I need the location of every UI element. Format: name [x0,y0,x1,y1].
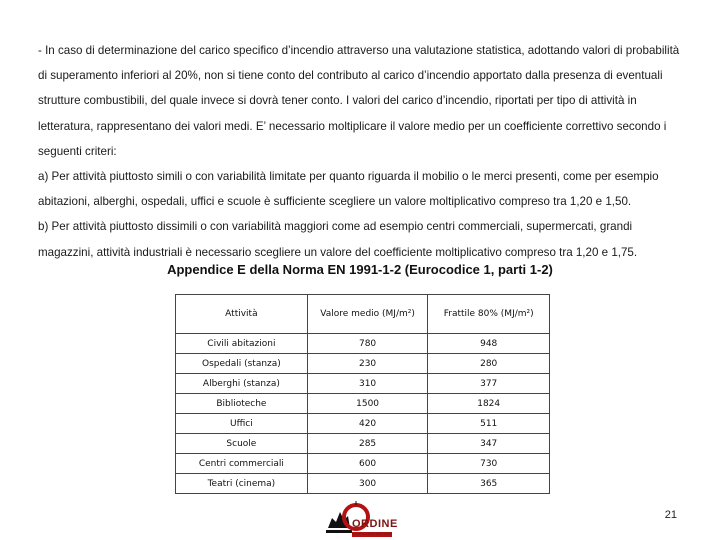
cell-percentile: 377 [428,374,550,394]
cell-mean: 600 [307,454,428,474]
table-row [176,354,550,374]
cell-activity: Centri commerciali [176,454,308,474]
logo-subtext: INGEGNERI MATERA [352,531,392,536]
table-row [176,414,550,434]
logo-text: ORDINE [352,518,398,530]
cell-activity: Scuole [176,434,308,454]
table-row [176,374,550,394]
cell-mean: 310 [307,374,428,394]
cell-mean: 1500 [307,394,428,414]
cell-mean: 780 [307,334,428,354]
paragraph-intro: - In caso di determinazione del carico specifico d’incendio attraverso una valutazione statistica, adottando valori di probabilità di superamento inferiori al 20%, non si tiene conto del contributo al carico d’incendio apportato dalla presenza di eventuali strutture combustibili, del quale invece si dovrà tener conto. I valori del carico d’incendio, riportati per tipo di attività in letteratura, rappresentano dei valori medi. E’ necessario moltiplicare il valore medio per un coefficiente correttivo secondo i seguenti criteri: [38,44,680,158]
body-text [38,38,688,265]
cell-percentile: 948 [428,334,550,354]
paragraph-criterion-b: b) Per attività piuttosto dissimili o con variabilità maggiori come ad esempio centri commerciali, supermercati, grandi magazzini, attività industriali è necessario scegliere un valore del coefficiente moltiplicativo compreso tra 1,20 e 1,75. [38,220,638,259]
cell-mean: 420 [307,414,428,434]
table-row [176,454,550,474]
header-mean-value: Valore medio (MJ/m²) [307,295,428,334]
cell-percentile: 1824 [428,394,550,414]
cell-mean: 300 [307,474,428,494]
table-header-row [176,295,550,334]
page-number: 21 [664,509,677,521]
cell-percentile: 365 [428,474,550,494]
cell-activity: Alberghi (stanza) [176,374,308,394]
table-title: Appendice E della Norma EN 1991-1-2 (Eurocodice 1, parti 1-2) [167,262,553,277]
cell-mean: 285 [307,434,428,454]
paragraph-criterion-a: a) Per attività piuttosto simili o con variabilità limitate per quanto riguarda il mobilio o le merci presenti, come per esempio abitazioni, alberghi, ospedali, uffici e scuole è sufficiente scegliere un valore moltiplicativo compreso tra 1,20 e 1,50. [38,170,659,209]
cell-activity: Civili abitazioni [176,334,308,354]
cell-percentile: 347 [428,434,550,454]
header-80-percentile: Frattile 80% (MJ/m²) [428,295,550,334]
cell-percentile: 730 [428,454,550,474]
table-row [176,474,550,494]
cell-activity: Teatri (cinema) [176,474,308,494]
fire-load-table [175,294,550,494]
header-activity: Attività [176,295,308,334]
table-row [176,394,550,414]
table-row [176,334,550,354]
cell-percentile: 511 [428,414,550,434]
cell-percentile: 280 [428,354,550,374]
table-row [176,434,550,454]
cell-mean: 230 [307,354,428,374]
cell-activity: Biblioteche [176,394,308,414]
cell-activity: Uffici [176,414,308,434]
cell-activity: Ospedali (stanza) [176,354,308,374]
